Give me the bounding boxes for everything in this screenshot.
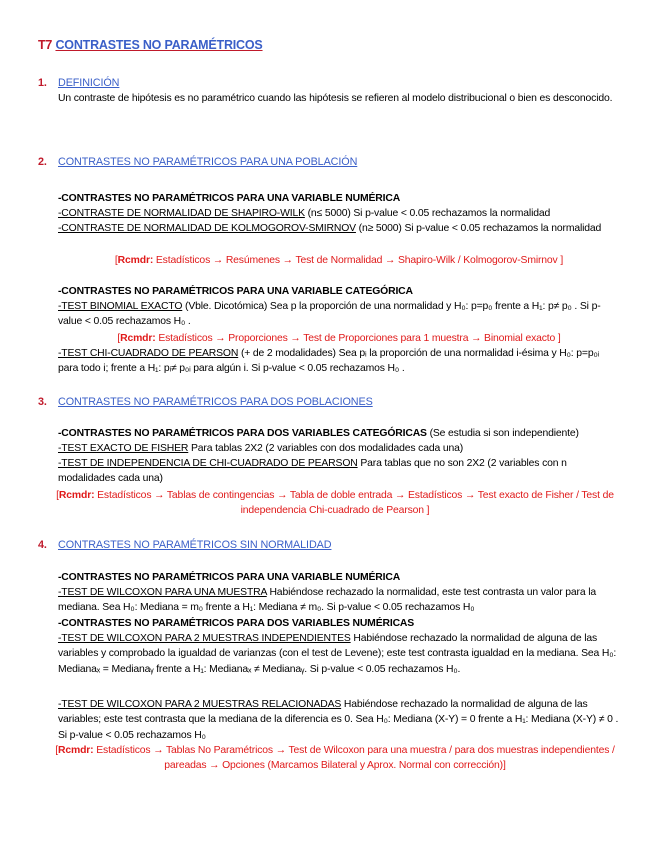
- rcmdr-path: Estadísticos → Tablas No Paramétricos → Test de Wilcoxon para una muestra / para dos muestras independientes / pareadas → Opciones (Marcamos Bilateral y Aprox. Normal con corrección)]: [93, 745, 615, 772]
- shapiro-wilk-paragraph: [58, 206, 620, 221]
- test-name: -TEST DE WILCOXON PARA 2 MUESTRAS INDEPENDIENTES: [58, 633, 351, 644]
- subheading-numeric-variable: -CONTRASTES NO PARAMÉTRICOS PARA UNA VARIABLE NUMÉRICA: [58, 193, 401, 204]
- subheading-numeric-variable: -CONTRASTES NO PARAMÉTRICOS PARA UNA VARIABLE NUMÉRICA: [58, 572, 401, 583]
- wilcoxon-independent-paragraph: [58, 631, 620, 677]
- section-1-heading: [38, 76, 119, 91]
- section-title: CONTRASTES NO PARAMÉTRICOS SIN NORMALIDAD: [58, 539, 332, 551]
- test-description: Para tablas 2X2 (2 variables con dos modalidades cada una): [188, 443, 464, 454]
- subheading-two-categorical: [58, 426, 620, 441]
- section-3-heading: [38, 395, 373, 410]
- subheading-bold: -CONTRASTES NO PARAMÉTRICOS PARA DOS VARIABLES CATEGÓRICAS: [58, 428, 427, 439]
- rcmdr-path: Estadísticos → Proporciones → Test de Proporciones para 1 muestra → Binomial exacto ]: [155, 333, 561, 344]
- subheading-note: (Se estudia si son independiente): [426, 428, 579, 439]
- definition-paragraph: Un contraste de hipótesis es no paramétrico cuando las hipótesis se refieren al modelo distribucional o bien es desconocido.: [58, 93, 613, 104]
- test-description: (n≥ 5000) Si p-value < 0.05 rechazamos la normalidad: [355, 223, 602, 234]
- rcmdr-label: Rcmdr:: [58, 745, 94, 756]
- test-name: -CONTRASTE DE NORMALIDAD DE KOLMOGOROV-SMIRNOV: [58, 223, 356, 234]
- section-title: CONTRASTES NO PARAMÉTRICOS PARA UNA POBLACIÓN: [58, 156, 358, 168]
- wilcoxon-one-sample-paragraph: [58, 585, 620, 616]
- test-name: -TEST EXACTO DE FISHER: [58, 443, 189, 454]
- test-name: -TEST BINOMIAL EXACTO: [58, 301, 183, 312]
- test-description: (+ de 2 modalidades) Sea pᵢ la proporción de una normalidad i-ésima y H₀: p=p₀ᵢ para todo i; frente a H₁: pᵢ≠ p₀ᵢ para algún i. Si p-value < 0.05 rechazamos H₀ .: [58, 348, 600, 375]
- test-description: (n≤ 5000) Si p-value < 0.05 rechazamos la normalidad: [304, 208, 551, 219]
- rcmdr-label: Rcmdr:: [58, 490, 95, 501]
- test-name: -TEST DE INDEPENDENCIA DE CHI-CUADRADO DE PEARSON: [58, 458, 358, 469]
- rcmdr-label: Rcmdr:: [117, 255, 154, 266]
- rcmdr-path: Estadísticos → Resúmenes → Test de Normalidad → Shapiro-Wilk / Kolmogorov-Smirnov ]: [153, 255, 564, 266]
- rcmdr-path-wilcoxon: [Rcmdr: Estadísticos → Tablas No Paramétricos → Test de Wilcoxon para una muestra / para dos muestras independientes / pareadas → Opciones (Marcamos Bilateral y Aprox. Normal con corrección)]: [55, 745, 615, 772]
- wilcoxon-paired-paragraph: [58, 697, 620, 743]
- subheading-categorical-variable: -CONTRASTES NO PARAMÉTRICOS PARA UNA VARIABLE CATEGÓRICA: [58, 286, 413, 297]
- page-title: [38, 38, 263, 53]
- section-title: DEFINICIÓN: [58, 77, 120, 89]
- test-description: Habiéndose rechazado la normalidad de alguna de las variables; este test contrasta que la mediana de la diferencia es 0. Sea H₀: Mediana (X-Y) = 0 frente a H₁: Mediana (X-Y) ≠ 0 . Si p-value < 0.05 rechazamos H₀: [58, 699, 619, 741]
- section-2-heading: [38, 155, 357, 170]
- test-description: Habiéndose rechazado la normalidad, este test contrasta un valor para la mediana. Sea H₀: Mediana = m₀ frente a H₁: Mediana ≠ m₀. Si p-value < 0.05 rechazamos H₀: [58, 587, 596, 614]
- test-name: -TEST DE WILCOXON PARA UNA MUESTRA: [58, 587, 267, 598]
- title-number: T7: [38, 38, 53, 52]
- kolmogorov-smirnov-paragraph: [58, 221, 620, 236]
- test-description: Para tablas que no son 2X2 (2 variables con n modalidades cada una): [58, 458, 567, 485]
- section-number: 1.: [38, 77, 47, 89]
- test-name: -TEST CHI-CUADRADO DE PEARSON: [58, 348, 239, 359]
- rcmdr-path: Estadísticos → Tablas de contingencias → Tabla de doble entrada → Estadísticos → Test exacto de Fisher / Test de independencia Chi-cuadrado de Pearson ]: [94, 490, 614, 517]
- chi-square-test-paragraph: [58, 346, 620, 377]
- test-name: -TEST DE WILCOXON PARA 2 MUESTRAS RELACIONADAS: [58, 699, 342, 710]
- title-text: CONTRASTES NO PARAMÉTRICOS: [55, 38, 263, 52]
- binomial-test-paragraph: [58, 299, 620, 330]
- independence-test-paragraph: [58, 456, 620, 487]
- rcmdr-path-proportions: [Rcmdr: Estadísticos → Proporciones → Test de Proporciones para 1 muestra → Binomial exacto ]: [117, 333, 561, 344]
- section-number: 4.: [38, 539, 47, 551]
- test-description: Habiéndose rechazado la normalidad de alguna de las variables y comprobado la igualdad de varianzas (con el test de Levene); este test contrasta igualdad en la mediana. Sea H₀: Medianaₓ = Medianaᵧ frente a H₁: Medianaₓ ≠ Medianaᵧ. Si p-value < 0.05 rechazamos H₀.: [58, 633, 617, 675]
- section-number: 2.: [38, 156, 47, 168]
- section-number: 3.: [38, 396, 47, 408]
- section-title: CONTRASTES NO PARAMÉTRICOS PARA DOS POBLACIONES: [58, 396, 373, 408]
- rcmdr-path-normality: [Rcmdr: Estadísticos → Resúmenes → Test de Normalidad → Shapiro-Wilk / Kolmogorov-Smirnov ]: [114, 255, 564, 266]
- test-description: (Vble. Dicotómica) Sea p la proporción de una normalidad y H₀: p=p₀ frente a H₁: p≠ p₀ . Si p-value < 0.05 rechazamos H₀ .: [58, 301, 601, 328]
- rcmdr-label: Rcmdr:: [120, 333, 156, 344]
- subheading-two-numeric: -CONTRASTES NO PARAMÉTRICOS PARA DOS VARIABLES NUMÉRICAS: [58, 618, 415, 629]
- rcmdr-path-contingency: [Rcmdr: Estadísticos → Tablas de contingencias → Tabla de doble entrada → Estadísticos → Test exacto de Fisher / Test de independencia Chi-cuadrado de Pearson ]: [56, 490, 614, 517]
- test-name: -CONTRASTE DE NORMALIDAD DE SHAPIRO-WILK: [58, 208, 305, 219]
- section-4-heading: [38, 538, 331, 553]
- fisher-test-paragraph: [58, 441, 620, 456]
